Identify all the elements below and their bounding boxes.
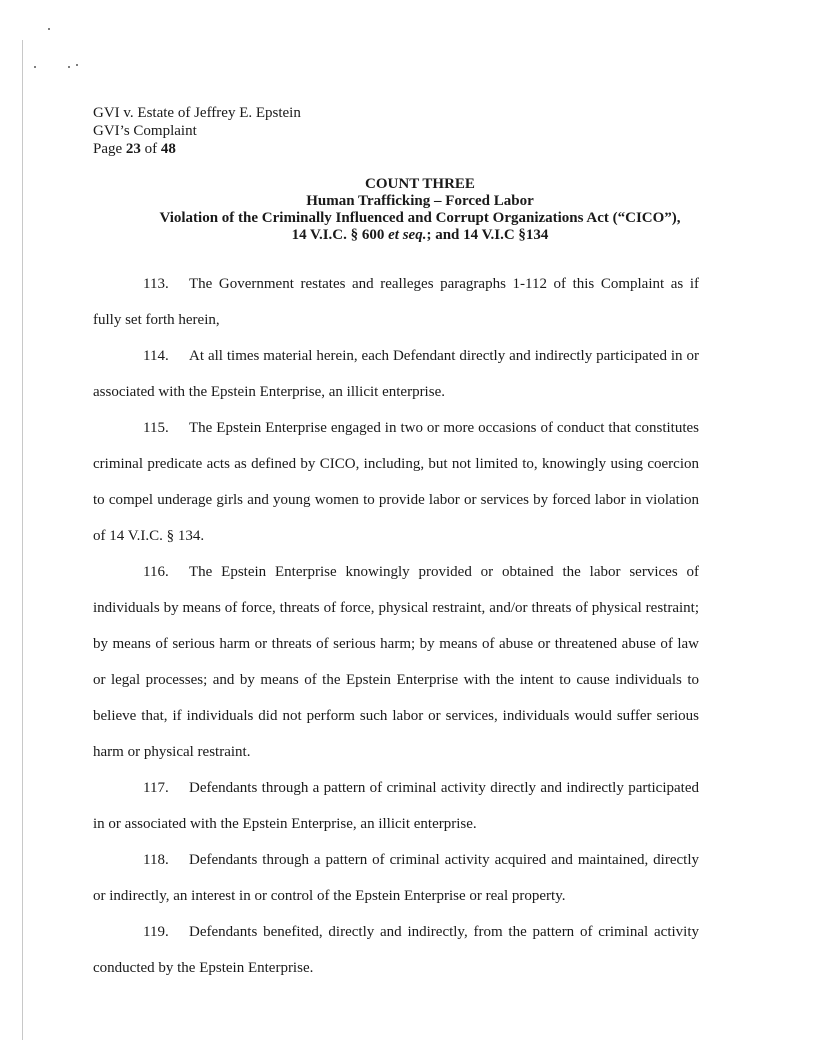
paragraph-118: 118. Defendants through a pattern of criminal activity acquired and maintained, directly or indirectly, an interest in or control of the Epstein Enterprise or real property. bbox=[93, 852, 699, 904]
page-total: 48 bbox=[160, 141, 176, 157]
scan-speck bbox=[48, 28, 50, 30]
statute-citation: 14 V.I.C. § 600 et seq.; and 14 V.I.C §134 bbox=[291, 227, 549, 243]
complaint-body bbox=[93, 266, 699, 986]
paragraph-116: 116. The Epstein Enterprise knowingly provided or obtained the labor services of individuals by means of force, threats of force, physical restraint, and/or threats of physical restraint; by means of serious harm or threats of serious harm; by means of abuse or threatened abuse of law or legal processes; and by means of the Epstein Enterprise with the intent to cause individuals to believe that, if individuals did not perform such labor or services, individuals would suffer serious harm or physical restraint. bbox=[93, 564, 699, 760]
scan-speck bbox=[76, 64, 78, 66]
page-number: 23 bbox=[125, 141, 141, 157]
scan-edge-line bbox=[22, 40, 23, 1040]
count-subtitle: Human Trafficking – Forced Labor bbox=[306, 193, 534, 209]
case-caption: GVI v. Estate of Jeffrey E. Epstein bbox=[93, 105, 301, 121]
scan-speck bbox=[68, 66, 70, 68]
scan-speck bbox=[34, 66, 36, 68]
document-name: GVI’s Complaint bbox=[93, 123, 197, 139]
count-heading: COUNT THREE bbox=[365, 176, 475, 192]
paragraph-117: 117. Defendants through a pattern of criminal activity directly and indirectly participated in or associated with the Epstein Enterprise, an illicit enterprise. bbox=[93, 780, 699, 832]
page-indicator: Page 23 of 48 bbox=[93, 141, 176, 157]
count-title bbox=[90, 176, 750, 244]
paragraph-119: 119. Defendants benefited, directly and indirectly, from the pattern of criminal activity conducted by the Epstein Enterprise. bbox=[93, 924, 699, 976]
paragraph-113: 113. The Government restates and realleges paragraphs 1-112 of this Complaint as if fully set forth herein, bbox=[93, 276, 699, 328]
paragraph-115: 115. The Epstein Enterprise engaged in two or more occasions of conduct that constitutes criminal predicate acts as defined by CICO, including, but not limited to, knowingly using coercion to compel underage girls and young women to provide labor or services by forced labor in violation of 14 V.I.C. § 134. bbox=[93, 420, 699, 544]
paragraph-114: 114. At all times material herein, each Defendant directly and indirectly participated in or associated with the Epstein Enterprise, an illicit enterprise. bbox=[93, 348, 699, 400]
statute-line: Violation of the Criminally Influenced and Corrupt Organizations Act (“CICO”), bbox=[159, 210, 681, 226]
document-header bbox=[93, 104, 301, 158]
